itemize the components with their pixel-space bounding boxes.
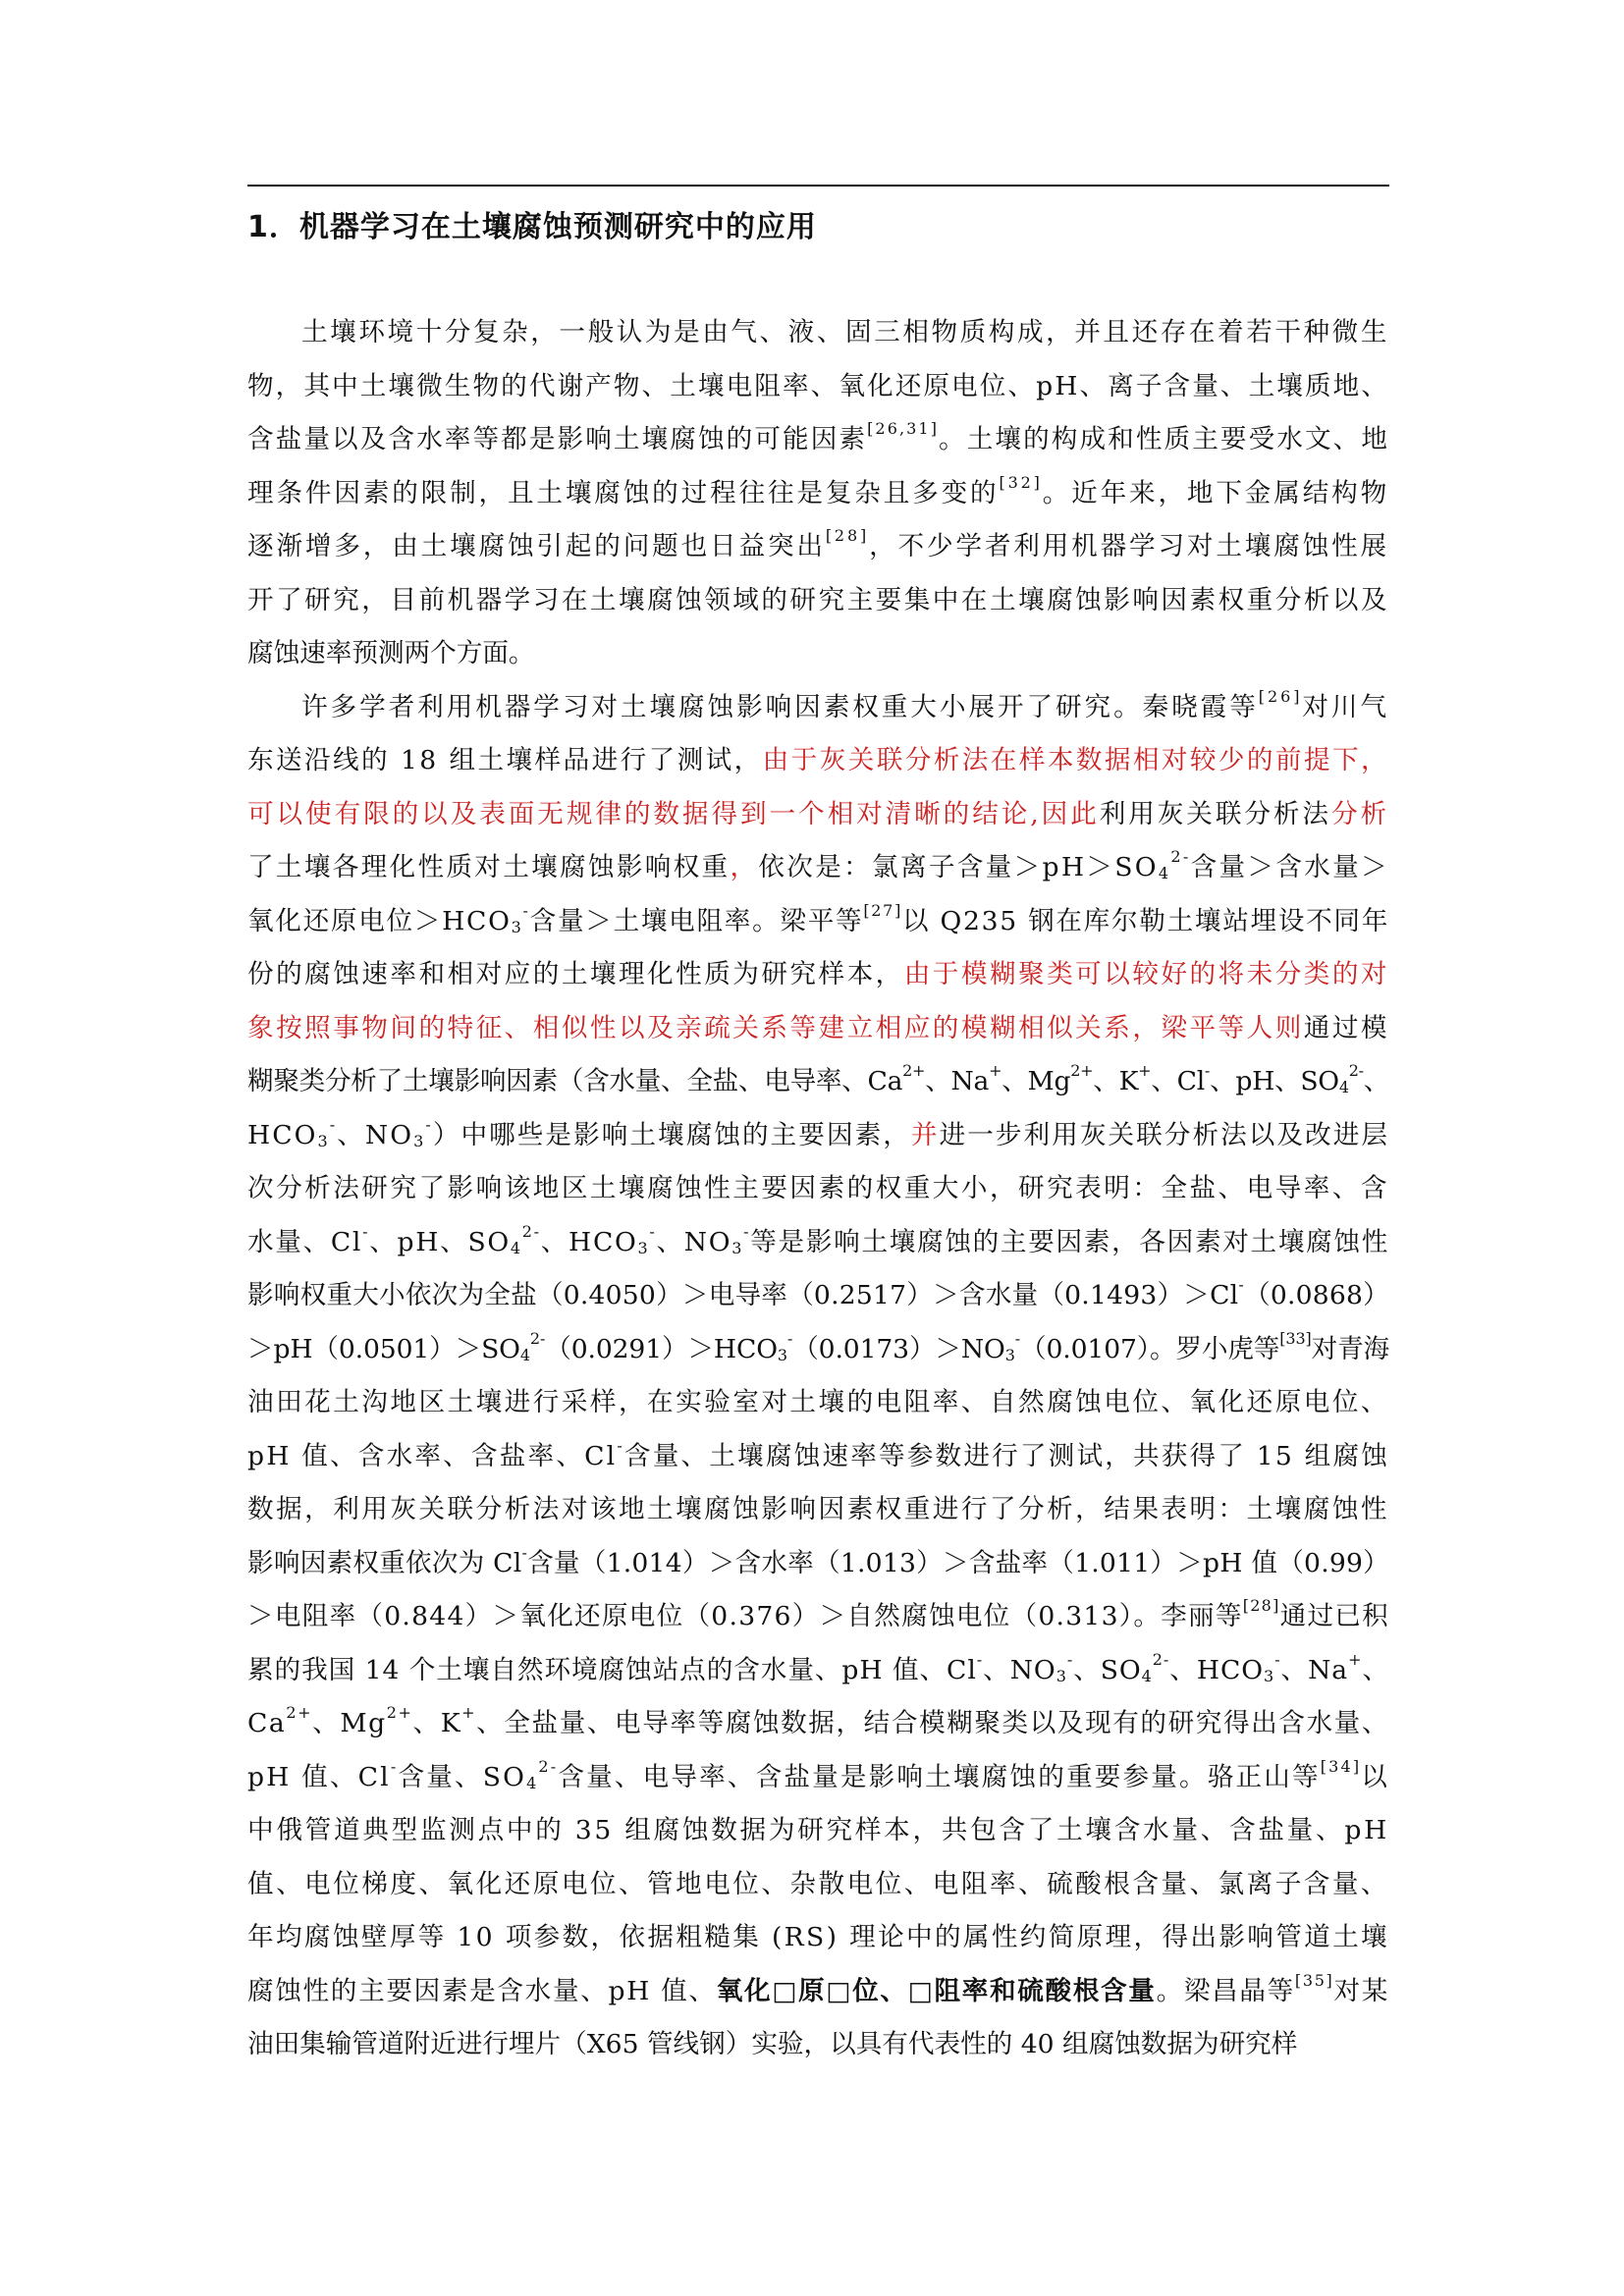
text-run: 含量＞含水量＞ [1190, 852, 1389, 882]
superscript: - [362, 1221, 370, 1241]
superscript: - [521, 1542, 528, 1562]
text-run: 东送沿线的 18 组土壤样品进行了测试， [247, 745, 763, 775]
superscript: - [1014, 1328, 1021, 1348]
superscript: 2- [538, 1756, 559, 1776]
text-run: 含量、土壤腐蚀速率等参数进行了测试，共获得了 15 组腐蚀 [623, 1440, 1389, 1471]
text-line [247, 360, 1389, 414]
superscript: - [617, 1435, 624, 1455]
superscript: + [461, 1703, 477, 1722]
text-run: HCO [247, 1119, 318, 1150]
highlighted-text: ， [730, 852, 759, 882]
text-run: 腐蚀速率预测两个方面。 [247, 638, 535, 668]
text-run: 氧化还原电位＞HCO [247, 905, 512, 936]
text-run: 、Mg [312, 1708, 387, 1738]
text-line [247, 1055, 1389, 1109]
subscript: 3 [1264, 1666, 1275, 1685]
text-line [247, 1216, 1389, 1270]
text-run: 、Na [1280, 1654, 1349, 1685]
text-line [247, 1162, 1389, 1216]
text-line [247, 734, 1389, 788]
text-run: 以 Q235 钢在库尔勒土壤站埋设不同年 [902, 905, 1389, 936]
subscript: 3 [317, 1131, 330, 1150]
paragraph [247, 306, 1389, 681]
text-run: 了土壤各理化性质对土壤腐蚀影响权重 [247, 852, 731, 882]
text-run: 糊聚类分析了土壤影响因素（含水量、全盐、电导率、Ca [247, 1066, 903, 1096]
text-line [247, 1483, 1389, 1537]
text-run: 、NO [656, 1226, 732, 1257]
text-run: 含量＞土壤电阻率。梁平等 [529, 905, 864, 936]
text-line [247, 948, 1389, 1002]
text-run: 、K [1093, 1066, 1139, 1096]
text-line [247, 895, 1389, 949]
superscript: + [1138, 1061, 1152, 1080]
text-run: 、Na [925, 1066, 990, 1096]
text-run: 对某 [1333, 1975, 1389, 2006]
text-run: 理条件因素的限制，且土壤腐蚀的过程往往是复杂且多变的 [247, 477, 1000, 508]
superscript: 2- [1348, 1061, 1364, 1080]
text-run: pH 值、含水率、含盐率、Cl [247, 1440, 618, 1471]
text-run: 、HCO [1169, 1654, 1265, 1685]
subscript: 4 [510, 1238, 522, 1257]
text-run: 份的腐蚀速率和相对应的土壤理化性质为研究样本， [247, 959, 904, 989]
superscript: 2- [1152, 1649, 1170, 1669]
subscript: 3 [413, 1131, 426, 1150]
highlighted-text: 由于灰关联分析法在样本数据相对较少的前提下， [762, 745, 1389, 775]
text-run: 通过模 [1303, 1012, 1389, 1043]
text-run: 以 [1361, 1761, 1389, 1792]
text-run: 、pH、SO [369, 1226, 511, 1257]
text-line [247, 1644, 1389, 1698]
superscript: [33] [1279, 1328, 1312, 1348]
text-run: 进一步利用灰关联分析法以及改进层 [939, 1119, 1389, 1150]
text-run: 油田花土沟地区土壤进行采样，在实验室对土壤的电阻率、自然腐蚀电位、氧化还原电位、 [247, 1387, 1389, 1417]
text-line [247, 467, 1389, 521]
subscript: 3 [637, 1238, 650, 1257]
text-run: 对川气 [1302, 691, 1389, 722]
text-run: 依次是：氯离子含量＞pH＞SO [758, 852, 1159, 882]
text-line [247, 627, 1389, 681]
text-run: 、NO [337, 1119, 414, 1150]
text-run: 含量、SO [398, 1761, 527, 1792]
subscript: 4 [526, 1773, 539, 1792]
highlighted-text: 由于模糊聚类可以较好的将未分类的对 [903, 959, 1389, 989]
text-line [247, 1376, 1389, 1430]
text-line [247, 1751, 1389, 1805]
text-line [247, 841, 1389, 895]
superscript: - [522, 900, 530, 920]
superscript: 2- [529, 1328, 546, 1348]
text-line [247, 1430, 1389, 1484]
subscript: 4 [1338, 1078, 1349, 1096]
superscript: - [649, 1221, 657, 1241]
text-line [247, 413, 1389, 467]
text-run: 逐渐增多，由土壤腐蚀引起的问题也日益突出 [247, 531, 826, 561]
text-run: 、Cl [1151, 1066, 1205, 1096]
text-run: 、 [1363, 1066, 1389, 1096]
text-line [247, 1858, 1389, 1912]
superscript: [27] [863, 900, 903, 920]
text-run: ＞电阻率（0.844）＞氧化还原电位（0.376）＞自然腐蚀电位（0.313）。李丽等 [247, 1601, 1243, 1631]
superscript: [28] [1242, 1596, 1280, 1615]
text-line [247, 1911, 1389, 1965]
superscript: [32] [999, 472, 1043, 492]
superscript: - [1274, 1649, 1281, 1669]
superscript: [26,31] [867, 419, 940, 438]
text-run: 对青海 [1311, 1333, 1389, 1364]
text-line [247, 1537, 1389, 1591]
text-run: 次分析法研究了影响该地区土壤腐蚀性主要因素的权重大小，研究表明：全盐、电导率、含 [247, 1173, 1389, 1203]
text-run: 含量、电导率、含盐量是影响土壤腐蚀的重要参量。骆正山等 [558, 1761, 1321, 1792]
superscript: - [1204, 1061, 1211, 1080]
text-run: 影响权重大小依次为全盐（0.4050）＞电导率（0.2517）＞含水量（0.1493）＞Cl [247, 1280, 1239, 1310]
text-run: 影响因素权重依次为 Cl [247, 1547, 522, 1578]
subscript: 3 [1004, 1345, 1015, 1364]
superscript: - [1238, 1275, 1245, 1294]
superscript: - [1066, 1649, 1074, 1669]
superscript: - [976, 1649, 984, 1669]
subscript: 4 [1141, 1666, 1153, 1685]
superscript: 2- [1170, 847, 1191, 866]
superscript: 2+ [386, 1703, 413, 1722]
text-run: 、NO [983, 1654, 1056, 1685]
text-line [247, 1269, 1389, 1323]
text-line [247, 520, 1389, 574]
text-run: （0.0868） [1244, 1280, 1389, 1310]
text-line [247, 306, 1389, 360]
text-run: 油田集输管道附近进行埋片（X65 管线钢）实验，以具有代表性的 40 组腐蚀数据为研究样 [247, 2029, 1298, 2059]
text-run: 。近年来，地下金属结构物 [1042, 477, 1389, 508]
superscript: - [743, 1221, 751, 1241]
text-run: 通过已积 [1279, 1601, 1389, 1631]
text-line [247, 1965, 1389, 2019]
text-run: 年均腐蚀壁厚等 10 项参数，依据粗糙集 (RS) 理论中的属性约简原理，得出影响管道土壤 [247, 1922, 1389, 1952]
superscript: [35] [1294, 1970, 1334, 1990]
highlighted-text: 象按照事物间的特征、相似性以及亲疏关系等建立相应的模糊相似关系，梁平等人则 [247, 1012, 1304, 1043]
section-number: 1． [247, 210, 299, 244]
text-run: 、Mg [1001, 1066, 1071, 1096]
text-run: 含量（1.014）＞含水率（1.013）＞含盐率（1.011）＞pH 值（0.99） [527, 1547, 1389, 1578]
text-run: 、HCO [540, 1226, 638, 1257]
highlighted-text: 分析 [1330, 798, 1389, 829]
superscript: - [390, 1756, 399, 1776]
body-text [247, 306, 1389, 2072]
header-rule [247, 185, 1389, 187]
text-run: （0.0107）。罗小虎等 [1020, 1333, 1280, 1364]
text-run: Ca [247, 1708, 287, 1738]
text-run: 腐蚀性的主要因素是含水量、pH 值、 [247, 1975, 717, 2006]
text-line [247, 1323, 1389, 1377]
text-run: （0.0291）＞HCO [545, 1333, 778, 1364]
text-line [247, 2018, 1389, 2072]
text-run: ）中哪些是影响土壤腐蚀的主要因素， [432, 1119, 911, 1150]
text-run: ，不少学者利用机器学习对土壤腐蚀性展 [869, 531, 1389, 561]
text-run: （0.0173）＞NO [792, 1333, 1005, 1364]
text-run: 、 [1362, 1654, 1389, 1685]
text-run: ＞pH（0.0501）＞SO [247, 1333, 520, 1364]
superscript: 2+ [1070, 1061, 1094, 1080]
text-run: 、pH、SO [1210, 1066, 1339, 1096]
superscript: [34] [1320, 1756, 1362, 1776]
section-title: 机器学习在土壤腐蚀预测研究中的应用 [298, 210, 817, 244]
highlighted-text: 并 [910, 1119, 940, 1150]
text-run: 、SO [1073, 1654, 1142, 1685]
superscript: - [786, 1328, 793, 1348]
superscript: + [1348, 1649, 1363, 1669]
superscript: 2+ [902, 1061, 926, 1080]
superscript: - [425, 1114, 433, 1134]
superscript: 2- [521, 1221, 541, 1241]
subscript: 3 [511, 917, 523, 936]
text-run: 中俄管道典型监测点中的 35 组腐蚀数据为研究样本，共包含了土壤含水量、含盐量、pH [247, 1815, 1389, 1845]
superscript: 2+ [286, 1703, 313, 1722]
subscript: 3 [1056, 1666, 1067, 1685]
text-line [247, 1804, 1389, 1858]
text-run: 。土壤的构成和性质主要受水文、地 [939, 424, 1389, 454]
text-run: 。梁昌晶等 [1156, 1975, 1295, 2006]
text-line [247, 788, 1389, 842]
text-run: 物，其中土壤微生物的代谢产物、土壤电阻率、氧化还原电位、pH、离子含量、土壤质地、 [247, 370, 1389, 401]
superscript: [28] [825, 526, 870, 545]
text-run: 累的我国 14 个土壤自然环境腐蚀站点的含水量、pH 值、Cl [247, 1654, 977, 1685]
text-run: 数据，利用灰关联分析法对该地土壤腐蚀影响因素权重进行了分析，结果表明：土壤腐蚀性 [247, 1494, 1389, 1524]
subscript: 4 [1158, 864, 1171, 882]
text-run: 等是影响土壤腐蚀的主要因素，各因素对土壤腐蚀性 [750, 1226, 1389, 1257]
bold-text: 氧化□原□位、□阻率和硫酸根含量 [716, 1975, 1157, 2006]
text-run: 值、电位梯度、氧化还原电位、管地电位、杂散电位、电阻率、硫酸根含量、氯离子含量、 [247, 1868, 1389, 1899]
text-run: 开了研究，目前机器学习在土壤腐蚀领域的研究主要集中在土壤腐蚀影响因素权重分析以及 [247, 584, 1389, 615]
superscript: + [989, 1061, 1002, 1080]
text-run: 、K [412, 1708, 462, 1738]
text-line [247, 1590, 1389, 1644]
subscript: 3 [777, 1345, 787, 1364]
text-run: 土壤环境十分复杂，一般认为是由气、液、固三相物质构成，并且还存在着若干种微生 [301, 317, 1389, 347]
subscript: 4 [519, 1345, 530, 1364]
section-heading [247, 208, 817, 247]
superscript: - [329, 1114, 338, 1134]
text-run: 许多学者利用机器学习对土壤腐蚀影响因素权重大小展开了研究。秦晓霞等 [301, 691, 1259, 722]
text-line [247, 1109, 1389, 1163]
subscript: 3 [731, 1238, 744, 1257]
superscript: [26] [1258, 686, 1303, 706]
text-run: pH 值、Cl [247, 1761, 391, 1792]
text-run: 利用灰关联分析法 [1099, 798, 1331, 829]
text-run: 水量、Cl [247, 1226, 363, 1257]
text-line [247, 681, 1389, 735]
text-run: 含盐量以及含水率等都是影响土壤腐蚀的可能因素 [247, 424, 868, 454]
paragraph [247, 681, 1389, 2072]
text-line [247, 574, 1389, 628]
highlighted-text: 可以使有限的以及表面无规律的数据得到一个相对清晰的结论,因此 [247, 798, 1100, 829]
text-run: 、全盐量、电导率等腐蚀数据，结合模糊聚类以及现有的研究得出含水量、 [476, 1708, 1389, 1738]
text-line [247, 1002, 1389, 1056]
text-line [247, 1697, 1389, 1751]
